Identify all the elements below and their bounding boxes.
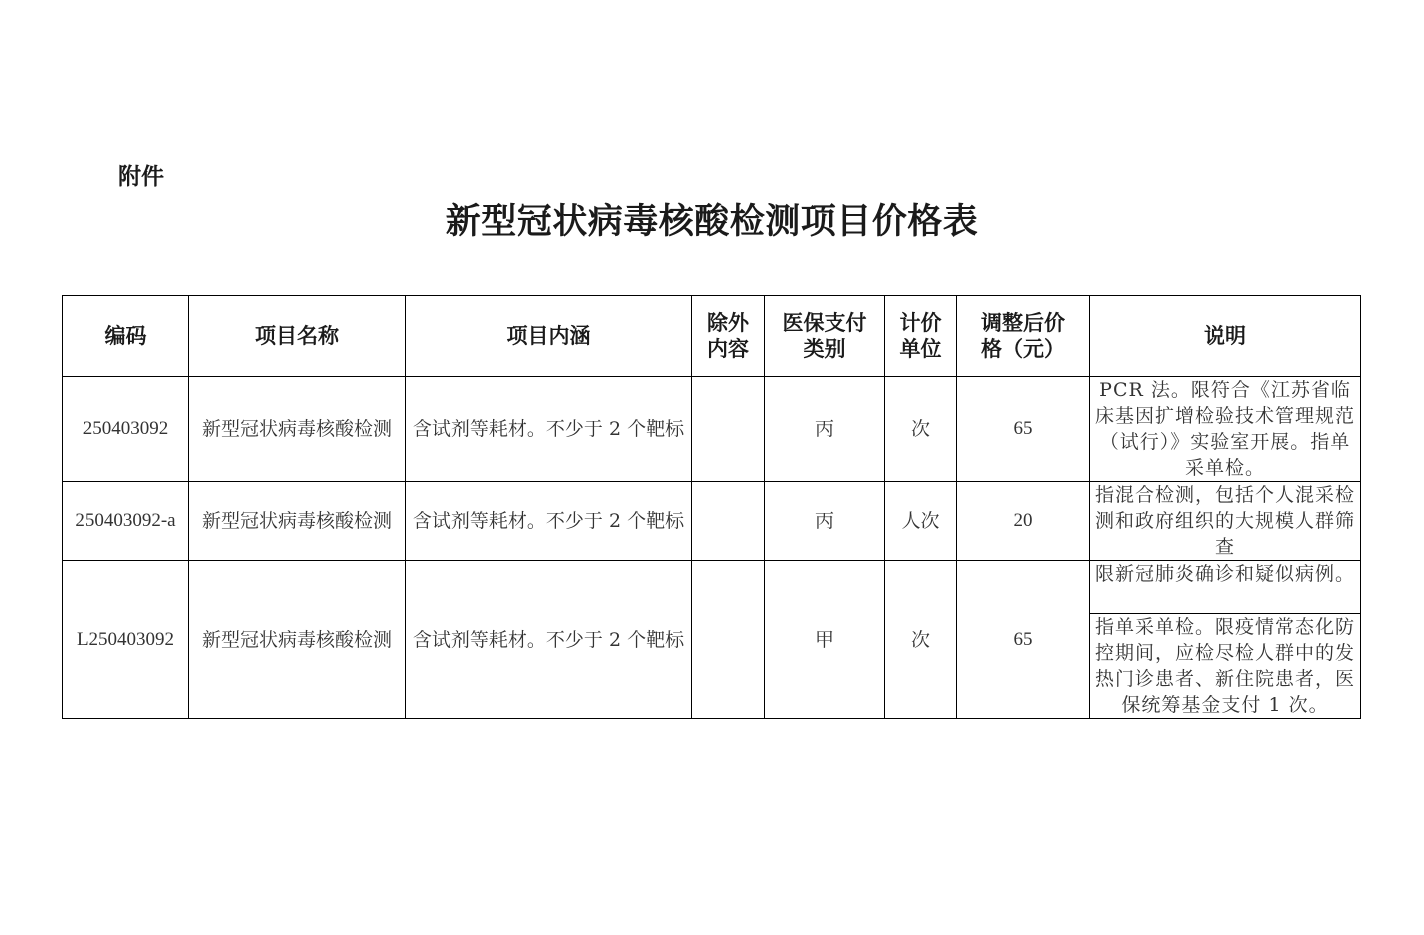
cell-price: 65 xyxy=(957,561,1090,719)
header-note: 说明 xyxy=(1090,296,1361,377)
cell-note: 指混合检测，包括个人混采检测和政府组织的大规模人群筛查 xyxy=(1090,482,1361,561)
price-table xyxy=(62,295,1361,719)
cell-code: L250403092 xyxy=(63,561,189,719)
table-row xyxy=(63,482,1361,561)
header-name: 项目名称 xyxy=(189,296,406,377)
cell-insurance: 丙 xyxy=(765,377,885,482)
cell-exclusion xyxy=(692,377,765,482)
cell-code: 250403092-a xyxy=(63,482,189,561)
cell-exclusion xyxy=(692,482,765,561)
table-row xyxy=(63,561,1361,614)
cell-name: 新型冠状病毒核酸检测 xyxy=(189,561,406,719)
header-price: 调整后价 格（元） xyxy=(957,296,1090,377)
cell-price: 20 xyxy=(957,482,1090,561)
cell-note: 指单采单检。限疫情常态化防控期间，应检尽检人群中的发热门诊患者、新住院患者，医保统筹基金支付 1 次。 xyxy=(1090,614,1361,719)
cell-unit: 人次 xyxy=(885,482,957,561)
cell-price: 65 xyxy=(957,377,1090,482)
document-title: 新型冠状病毒核酸检测项目价格表 xyxy=(445,201,979,242)
cell-unit: 次 xyxy=(885,377,957,482)
cell-content: 含试剂等耗材。不少于 2 个靶标 xyxy=(406,561,692,719)
cell-insurance: 丙 xyxy=(765,482,885,561)
header-content: 项目内涵 xyxy=(406,296,692,377)
cell-note: PCR 法。限符合《江苏省临床基因扩增检验技术管理规范（试行）》实验室开展。指单采单检。 xyxy=(1090,377,1361,482)
cell-content: 含试剂等耗材。不少于 2 个靶标 xyxy=(406,377,692,482)
cell-content: 含试剂等耗材。不少于 2 个靶标 xyxy=(406,482,692,561)
attachment-label: 附件 xyxy=(118,164,164,190)
table-header-row xyxy=(63,296,1361,377)
cell-exclusion xyxy=(692,561,765,719)
cell-unit: 次 xyxy=(885,561,957,719)
cell-insurance: 甲 xyxy=(765,561,885,719)
table-row xyxy=(63,377,1361,482)
header-insurance: 医保支付 类别 xyxy=(765,296,885,377)
header-unit: 计价 单位 xyxy=(885,296,957,377)
cell-name: 新型冠状病毒核酸检测 xyxy=(189,377,406,482)
header-exclusion: 除外 内容 xyxy=(692,296,765,377)
cell-code: 250403092 xyxy=(63,377,189,482)
cell-note: 限新冠肺炎确诊和疑似病例。 xyxy=(1090,561,1361,614)
header-code: 编码 xyxy=(63,296,189,377)
cell-name: 新型冠状病毒核酸检测 xyxy=(189,482,406,561)
